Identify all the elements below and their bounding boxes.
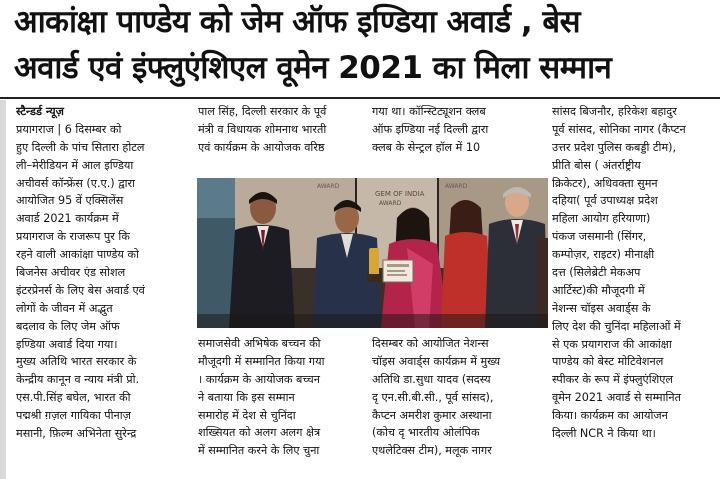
text-line: उत्तर प्रदेश पुलिस कबड्डी टीम), — [552, 140, 677, 154]
text-line: में सम्मानित करने के लिए चुना — [198, 444, 320, 458]
text-line: स्पीकर के रूप में इंफ्लुएंशिएल — [552, 373, 673, 387]
headline — [0, 0, 720, 96]
text-line: क्रिकेटर), अधिवक्ता सुमन — [552, 176, 658, 190]
text-line: पूर्व सांसद, सोनिका नागर (कैप्टन — [552, 122, 686, 136]
text-line: शख्सियत को अलग अलग क्षेत्र — [198, 426, 321, 440]
text-line: किया। कार्यक्रम का आयोजन — [552, 409, 668, 423]
banner-text: GEM OF INDIA — [375, 190, 425, 198]
text-line: मसानी, फ़िल्म अभिनेता सुरेन्द्र — [16, 427, 137, 441]
text-line: ऑफ इण्डिया नई दिल्ली द्वारा — [372, 122, 489, 136]
text-line: दहिया( पूर्व उपाध्यक्ष प्रदेश — [552, 194, 658, 208]
byline: स्टैन्डर्ड न्यूज़ — [16, 105, 64, 118]
text-line: क्लब के सेन्ट्रल हॉल में 10 — [372, 140, 481, 154]
text-line: पाण्डेय को बेस्ट मोटिवेशनल — [552, 355, 664, 369]
text-line: एस.पी.सिंह बघेल, भारत की — [16, 391, 131, 405]
banner-text: AWARD — [317, 183, 340, 190]
text-line: ने बताया कि इस सम्मान — [198, 390, 295, 404]
text-line: मौजूदगी में सम्मानित किया गया — [198, 354, 325, 368]
text-line: लोगों के जीवन में अद्भुत — [16, 301, 113, 315]
text-line: पद्मश्री ग़ज़ल गायिका पीनाज़ — [16, 409, 131, 423]
article-column-2-top — [198, 103, 368, 157]
text-line: पंकज जसमानी (सिंगर, — [552, 230, 647, 244]
text-line: इण्डिया अवार्ड दिया गया। — [16, 337, 118, 351]
text-line: से एक प्रयागराज की आकांक्षा — [552, 337, 672, 351]
text-line: वूमेन 2021 अवार्ड से सम्मानित — [552, 391, 682, 405]
article-column-3-bottom — [372, 335, 548, 460]
text-line: हुए दिल्ली के पांच सितारा होटल — [16, 140, 145, 154]
text-line: दिसम्बर को आयोजित नेशन्स — [372, 337, 489, 350]
text-line: सांसद बिजनौर, हरिकेश बहादुर — [552, 105, 677, 118]
text-line: चॉइस अवार्ड्स कार्यक्रम में मुख्य — [372, 354, 501, 368]
banner-text: AWARD — [445, 183, 468, 190]
article-column-1 — [16, 103, 194, 443]
text-line: समाजसेवी अभिषेक बच्चन की — [198, 337, 321, 350]
text-line: एथलेटिक्स टीम), मलूक नागर — [372, 444, 492, 458]
text-line: दत्त (सिलेब्रेटी मेकअप — [552, 266, 641, 280]
text-line: मंत्री व विधायक शोमनाथ भारती — [198, 122, 327, 136]
text-line: नेशन्स चॉइस अवार्ड्स के — [552, 301, 651, 315]
page-edge-shadow — [0, 100, 6, 479]
article-column-3-top — [372, 103, 548, 157]
text-line: दृ एन.सी.बी.सी., पूर्व सांसद), — [372, 390, 494, 404]
headline-line-1: आकांक्षा पाण्डेय को जेम ऑफ इण्डिया अवार्ड , बेस — [14, 4, 581, 40]
text-line: कम्पोज़र, राइटर) मीनाक्षी — [552, 248, 655, 262]
text-line: गया था। कॉन्स्टिट्यूशन क्लब — [372, 105, 486, 118]
text-line: इंटरप्रेनर्स के लिए बेस अवार्ड एवं — [16, 283, 145, 297]
text-line: रहने वाली आकांक्षा पाण्डेय को — [16, 248, 139, 262]
text-line: कैप्टन अमरीश कुमार अस्थाना — [372, 408, 492, 422]
text-line: अचीवर्स कॉन्फ्रेंस (ए.ए.) द्वारा — [16, 176, 135, 190]
text-line: समारोह में देश से चुनिंदा — [198, 408, 296, 422]
headline-rule — [0, 97, 720, 99]
text-line: दिल्ली NCR ने किया था। — [552, 427, 656, 441]
text-line: आर्टिस्ट)की मौजूदगी में — [552, 283, 645, 297]
text-line: ली–मेरीडियन में आल इण्डिया — [16, 158, 134, 172]
article-column-4 — [552, 103, 718, 443]
text-line: प्रयागराज | 6 दिसम्बर को — [16, 122, 122, 136]
text-line: केन्द्रीय कानून व न्याय मंत्री प्रो. — [16, 373, 140, 387]
text-line: एवं कार्यक्रम के आयोजक वरिष्ठ — [198, 140, 325, 154]
text-line: प्रयागराज के राजरूप पुर कि — [16, 230, 130, 244]
award-ceremony-photo — [197, 178, 548, 328]
text-line: बिजनेस अचीवर एंड सोशल — [16, 266, 126, 280]
text-line: । कार्यक्रम के आयोजक बच्चन — [198, 372, 320, 386]
text-line: (कोच दृ भारतीय ओलंपिक — [372, 426, 480, 440]
text-line: प्रीति बोस ( अंतर्राष्ट्रीय — [552, 158, 641, 172]
text-line: महिला आयोग हरियाणा) — [552, 212, 651, 226]
article-column-2-bottom — [198, 335, 368, 460]
text-line: अवार्ड 2021 कार्यक्रम में — [16, 212, 119, 226]
text-line: लिए देश की चुनिंदा महिलाओं में — [552, 319, 681, 333]
text-line: अतिथि डा.सुधा यादव (सदस्य — [372, 372, 491, 386]
text-line: आयोजित 95 वें एक्सिलेंस — [16, 194, 124, 208]
text-line: बदलाव के लिए जेम ऑफ — [16, 319, 120, 333]
banner-text: AWARD — [379, 200, 402, 207]
headline-line-2: अवार्ड एवं इंफ्लुएंशिएल वूमेन 2021 का मिला सम्मान — [14, 50, 612, 86]
text-line: पाल सिंह, दिल्ली सरकार के पूर्व — [198, 105, 327, 118]
text-line: मुख्य अतिथि भारत सरकार के — [16, 355, 137, 369]
